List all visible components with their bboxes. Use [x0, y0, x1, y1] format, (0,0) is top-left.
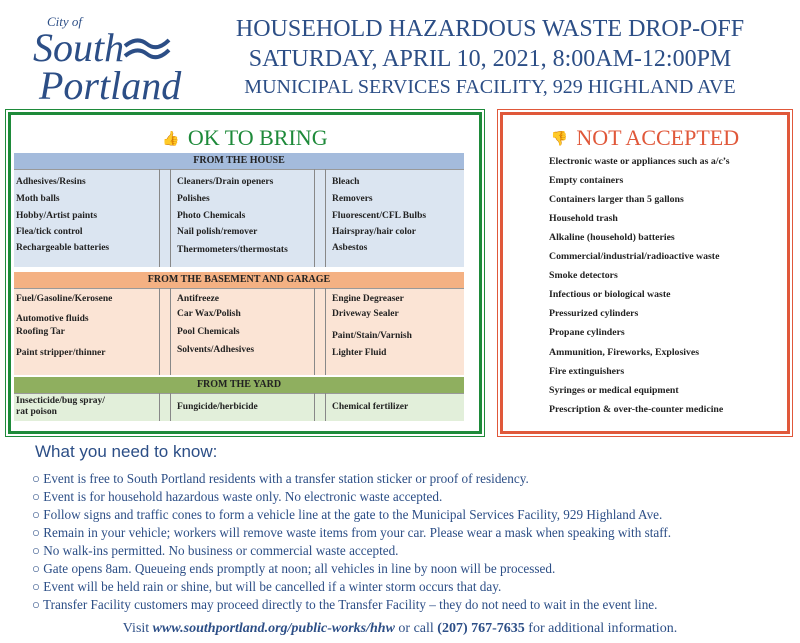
ok-title: OK TO BRING [187, 125, 328, 150]
info-bullet: ○ Event is free to South Portland residents with a transfer station sticker or proof of residency. [32, 471, 529, 486]
header-title: HOUSEHOLD HAZARDOUS WASTE DROP-OFF [235, 16, 745, 42]
house-item: Fluorescent/CFL Bulbs [332, 211, 427, 221]
basement-item: Engine Degreaser [332, 294, 404, 304]
house-item: Polishes [177, 194, 210, 204]
house-item: Asbestos [332, 243, 368, 253]
basement-item: Roofing Tar [16, 327, 65, 337]
na-item: Containers larger than 5 gallons [549, 194, 684, 205]
wave-icon [123, 34, 171, 66]
house-item: Adhesives/Resins [16, 177, 86, 187]
na-item: Alkaline (household) batteries [549, 232, 675, 243]
column-divider [314, 393, 326, 421]
info-bullet: ○ Event will be held rain or shine, but will be cancelled if a winter storm occurs that day. [32, 579, 502, 594]
basement-item: Lighter Fluid [332, 348, 387, 358]
house-item: Thermometers/thermostats [177, 245, 288, 255]
house-item: Hobby/Artist paints [16, 211, 98, 221]
section-basement-title: FROM THE BASEMENT AND GARAGE [14, 272, 464, 289]
info-bullet: ○ Gate opens 8am. Queueing ends promptly at noon; all vehicles in line by noon will be processed. [32, 561, 556, 576]
na-item: Fire extinguishers [549, 366, 625, 377]
column-divider [159, 169, 171, 267]
footer [0, 621, 800, 637]
info-bullet: ○ Transfer Facility customers may proceed directly to the Transfer Facility – they do not need to wait in the event line. [32, 597, 658, 612]
header-location: MUNICIPAL SERVICES FACILITY, 929 HIGHLAND AVE [244, 76, 736, 98]
yard-item: Fungicide/herbicide [177, 402, 258, 412]
na-heading [503, 125, 787, 151]
house-item: Photo Chemicals [177, 211, 246, 221]
house-item: Removers [332, 194, 373, 204]
house-item: Bleach [332, 177, 360, 187]
footer-url-link[interactable]: www.southportland.org/public-works/hhw [152, 621, 395, 636]
na-item: Pressurized cylinders [549, 308, 639, 319]
section-yard-title: FROM THE YARD [14, 377, 464, 394]
na-item: Infectious or biological waste [549, 289, 671, 300]
ok-heading [11, 125, 479, 151]
house-item: Nail polish/remover [177, 227, 258, 237]
basement-item: Automotive fluids [16, 314, 89, 324]
column-divider [159, 288, 171, 375]
basement-item: Antifreeze [177, 294, 220, 304]
house-item: Moth balls [16, 194, 60, 204]
what-you-need-heading: What you need to know: [35, 442, 218, 461]
logo-south-text: South [33, 25, 125, 70]
na-item: Household trash [549, 213, 618, 224]
column-divider [159, 393, 171, 421]
na-item: Smoke detectors [549, 270, 618, 281]
na-item: Propane cylinders [549, 327, 625, 338]
column-divider [314, 288, 326, 375]
thumbs-up-icon: 👍 [162, 132, 180, 148]
column-divider [314, 169, 326, 267]
yard-item: rat poison [16, 407, 57, 417]
footer-phone: (207) 767-7635 [437, 621, 525, 636]
section-house-title: FROM THE HOUSE [14, 153, 464, 170]
logo-portland-text: Portland [39, 63, 182, 108]
house-item: Hairspray/hair color [332, 227, 416, 237]
yard-item: Insecticide/bug spray/ [16, 396, 105, 406]
section-basement [14, 272, 464, 375]
footer-mid: or call [394, 621, 438, 636]
na-item: Electronic waste or appliances such as a/c’s [549, 156, 730, 167]
basement-item: Pool Chemicals [177, 327, 240, 337]
header-date: SATURDAY, APRIL 10, 2021, 8:00AM-12:00PM [248, 46, 732, 72]
na-item: Commercial/industrial/radioactive waste [549, 251, 720, 262]
na-title: NOT ACCEPTED [576, 125, 740, 150]
info-bullet: ○ Follow signs and traffic cones to form a vehicle line at the gate to the Municipal Services Facility, 929 Highland Ave. [32, 507, 663, 522]
basement-item: Paint stripper/thinner [16, 348, 106, 358]
info-bullet: ○ Remain in your vehicle; workers will remove waste items from your car. Please wear a mask when speaking with staff. [32, 525, 672, 540]
section-house [14, 153, 464, 267]
na-item: Ammunition, Fireworks, Explosives [549, 347, 700, 358]
city-logo [25, 12, 182, 108]
info-bullet: ○ Event is for household hazardous waste only. No electronic waste accepted. [32, 489, 443, 504]
basement-item: Solvents/Adhesives [177, 345, 255, 355]
footer-post: for additional information. [524, 621, 678, 636]
house-item: Rechargeable batteries [16, 243, 110, 253]
info-bullet: ○ No walk-ins permitted. No business or commercial waste accepted. [32, 543, 399, 558]
na-item: Prescription & over-the-counter medicine [549, 404, 724, 415]
yard-item: Chemical fertilizer [332, 402, 409, 412]
basement-item: Car Wax/Polish [177, 309, 241, 319]
footer-pre: Visit [122, 621, 153, 636]
na-item: Empty containers [549, 175, 624, 186]
basement-item: Driveway Sealer [332, 309, 399, 319]
basement-item: Fuel/Gasoline/Kerosene [16, 294, 113, 304]
na-item: Syringes or medical equipment [549, 385, 679, 396]
thumbs-down-icon: 👎 [550, 132, 569, 148]
section-yard [14, 377, 464, 421]
logo-city-text: City of [47, 14, 83, 29]
house-item: Flea/tick control [16, 227, 83, 237]
house-item: Cleaners/Drain openers [177, 177, 274, 187]
basement-item: Paint/Stain/Varnish [332, 331, 412, 341]
